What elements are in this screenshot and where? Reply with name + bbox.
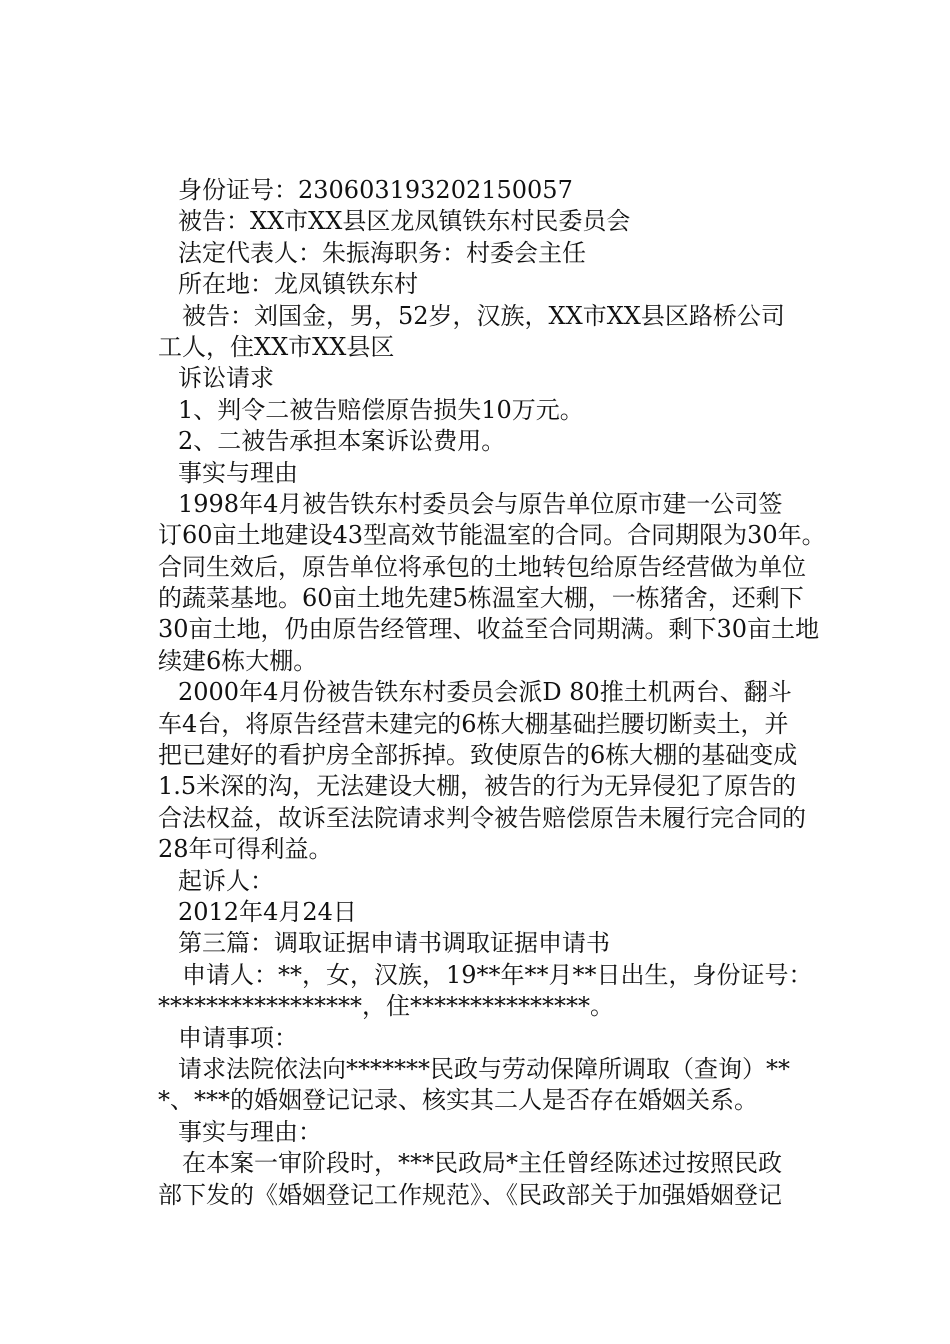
facts-paragraph-2-line: 2000年4月份被告铁东村委员会派D 80推土机两台、翻斗 (178, 678, 792, 707)
facts-paragraph-1-line: 订60亩土地建设43型高效节能温室的合同。合同期限为30年。 (158, 521, 826, 550)
defendant-person-line: 被告：刘国金，男，52岁，汉族，XX市XX县区路桥公司 (182, 301, 785, 330)
application-request-line: 请求法院依法向*******民政与劳动保障所调取（查询）** (178, 1054, 790, 1083)
defendant-person-line-cont: 工人，住XX市XX县区 (158, 332, 395, 361)
claims-heading: 诉讼请求 (178, 364, 274, 393)
date-line: 2012年4月24日 (178, 897, 357, 926)
facts-reasons-heading: 事实与理由： (178, 1117, 322, 1146)
facts-paragraph-1-line: 1998年4月被告铁东村委员会与原告单位原市建一公司签 (178, 489, 783, 518)
facts-heading: 事实与理由 (178, 458, 298, 487)
application-request-line-cont: *、***的婚姻登记记录、核实其二人是否存在婚姻关系。 (158, 1086, 758, 1115)
facts-paragraph-1-line: 的蔬菜基地。60亩土地先建5栋温室大棚，一栋猪舍，还剩下 (158, 584, 804, 613)
document-body (158, 175, 838, 1211)
claim-item-1: 1、判令二被告赔偿原告损失10万元。 (178, 395, 584, 424)
reasons-paragraph-line: 在本案一审阶段时，***民政局*主任曾经陈述过按照民政 (182, 1149, 782, 1178)
claim-item-2: 2、二被告承担本案诉讼费用。 (178, 427, 506, 456)
location-line: 所在地：龙凤镇铁东村 (178, 270, 418, 299)
facts-paragraph-1-line: 30亩土地，仍由原告经管理、收益至合同期满。剩下30亩土地 (158, 615, 820, 644)
id-number-line: 身份证号：230603193202150057 (178, 176, 573, 204)
section-title: 第三篇：调取证据申请书调取证据申请书 (178, 929, 610, 958)
facts-paragraph-2-line: 合法权益，故诉至法院请求判令被告赔偿原告未履行完合同的 (158, 803, 806, 832)
facts-paragraph-2-line: 把已建好的看护房全部拆掉。致使原告的6栋大棚的基础变成 (158, 741, 798, 770)
facts-paragraph-2-line: 1.5米深的沟，无法建设大棚，被告的行为无异侵犯了原告的 (158, 772, 797, 801)
reasons-paragraph-line: 部下发的《婚姻登记工作规范》、《民政部关于加强婚姻登记 (158, 1180, 782, 1209)
facts-paragraph-2-line: 28年可得利益。 (158, 835, 333, 864)
applicant-line: 申请人：**，女，汉族，19**年**月**日出生，身份证号： (182, 960, 813, 989)
defendant-committee-line: 被告：XX市XX县区龙凤镇铁东村民委员会 (178, 207, 631, 236)
facts-paragraph-1-line: 续建6栋大棚。 (158, 646, 318, 675)
facts-paragraph-1-line: 合同生效后，原告单位将承包的土地转包给原告经营做为单位 (158, 552, 806, 581)
legal-representative-line: 法定代表人：朱振海职务：村委会主任 (178, 238, 586, 267)
facts-paragraph-2-line: 车4台，将原告经营未建完的6栋大棚基础拦腰切断卖土，并 (158, 709, 789, 738)
applicant-line-cont: *****************，住***************。 (158, 992, 614, 1021)
application-matters-heading: 申请事项： (178, 1023, 298, 1052)
plaintiff-signature-label: 起诉人： (178, 866, 274, 895)
